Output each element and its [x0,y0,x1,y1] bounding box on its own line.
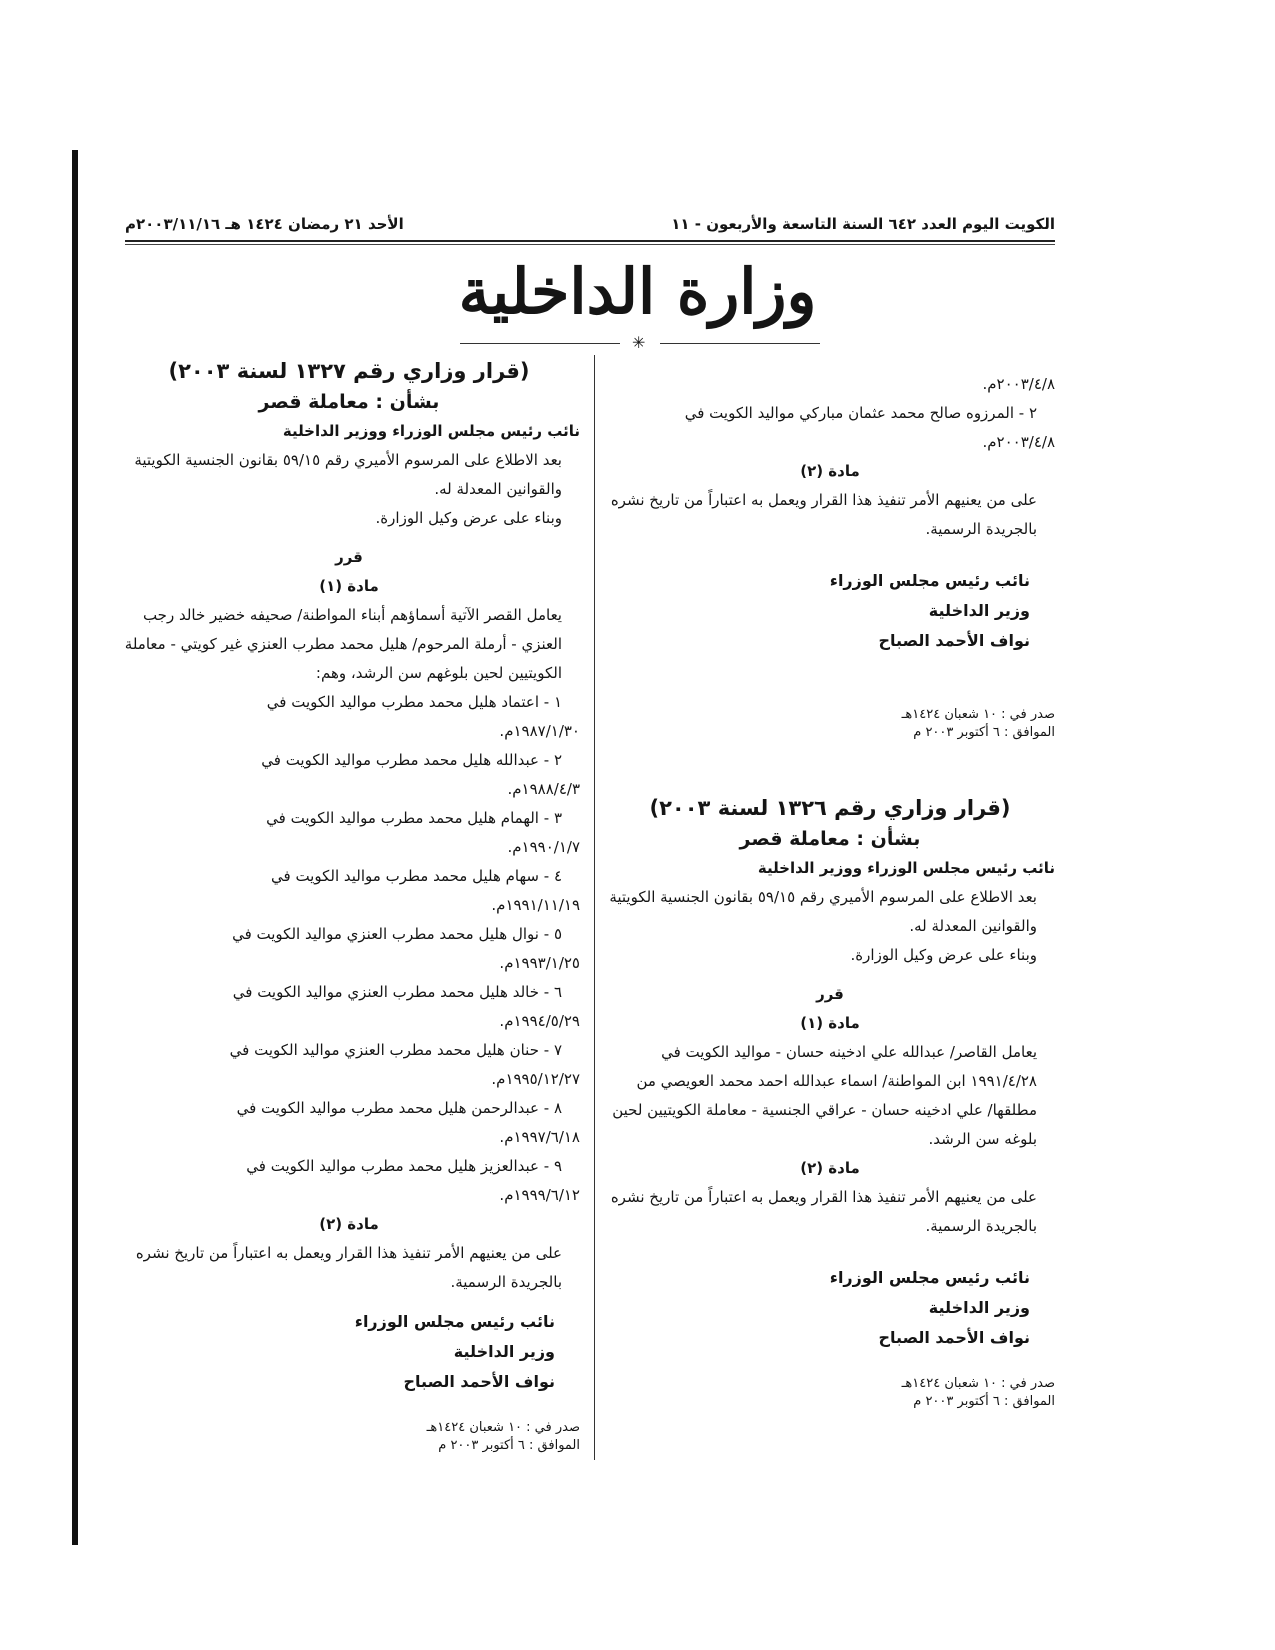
signature-block [605,1263,1055,1353]
right-column [605,370,1055,1411]
article-heading: مادة (٢) [800,462,860,480]
list-item-date: ١٩٩٥/١٢/٢٧م. [491,1070,580,1088]
signature-line: نواف الأحمد الصباح [878,631,1030,650]
preamble: وبناء على عرض وكيل الوزارة. [850,946,1037,964]
list-item-line: ٣ - الهمام هليل محمد مطرب مواليد الكويت في [266,809,562,827]
preamble: وبناء على عرض وكيل الوزارة. [375,509,562,527]
list-item [118,978,580,1036]
gazette-header [125,210,1055,238]
list-item [118,862,580,920]
decision-authority: نائب رئيس مجلس الوزراء ووزير الداخلية [282,422,580,440]
continued-date: ٢٠٠٣/٤/٨م. [982,433,1055,451]
signature-line: وزير الداخلية [453,1342,555,1361]
list-item-line: ٥ - نوال هليل محمد مطرب العنزي مواليد الكويت في [232,925,562,943]
issued-line: صدر في : ١٠ شعبان ١٤٢٤هـ [426,1420,580,1435]
header-rule-thin [125,244,1055,245]
signature-line: وزير الداخلية [928,601,1030,620]
signature-line: نواف الأحمد الصباح [403,1372,555,1391]
issued-line: الموافق : ٦ أكتوبر ٢٠٠٣ م [913,1394,1055,1409]
article-heading: مادة (١) [800,1014,860,1032]
decided-heading: قرر [816,985,844,1003]
article-text: يعامل القاصر/ عبدالله علي ادخينه حسان - مواليد الكويت في ١٩٩١/٤/٢٨ ابن المواطنة/ اسماء عبدالله احمد محمد العويصي من مطلقها/ علي ادخينه حسان - عراقي الجنسية - معاملة الكويتيين لحين بلوغه سن الرشد. [612,1043,1037,1148]
list-item-line: ٢ - عبدالله هليل محمد مطرب مواليد الكويت في [261,751,562,769]
decision-title: (قرار وزاري رقم ١٣٢٦ لسنة ٢٠٠٣) [649,796,1011,820]
issued-block [605,706,1055,742]
list-item [118,688,580,746]
article-heading: مادة (٢) [800,1159,860,1177]
issued-line: الموافق : ٦ أكتوبر ٢٠٠٣ م [438,1438,580,1453]
left-column [118,355,580,1455]
header-issue: الكويت اليوم العدد ٦٤٢ السنة التاسعة والأربعون - ١١ [671,215,1055,233]
header-date: الأحد ٢١ رمضان ١٤٢٤ هـ ٢٠٠٣/١١/١٦م [125,215,404,233]
decision-title: (قرار وزاري رقم ١٣٢٧ لسنة ٢٠٠٣) [168,359,530,383]
title-ornament [460,333,820,352]
signature-block [605,566,1055,656]
issued-line: صدر في : ١٠ شعبان ١٤٢٤هـ [901,1376,1055,1391]
header-rule [125,240,1055,242]
article-text: على من يعنيهم الأمر تنفيذ هذا القرار ويعمل به اعتباراً من تاريخ نشره بالجريدة الرسمية. [135,1244,562,1291]
continued-item: ٢ - المرزوه صالح محمد عثمان مباركي مواليد الكويت في [684,404,1037,422]
list-item [118,746,580,804]
decision-block [605,792,1055,1411]
preamble: بعد الاطلاع على المرسوم الأميري رقم ٥٩/١٥ بقانون الجنسية الكويتية والقوانين المعدلة له. [134,451,562,498]
list-item-line: ٩ - عبدالعزيز هليل محمد مطرب مواليد الكويت في [246,1157,562,1175]
ornament-line-left [460,343,620,344]
signature-line: وزير الداخلية [928,1298,1030,1317]
signature-line: نائب رئيس مجلس الوزراء [354,1312,555,1331]
list-item [118,1036,580,1094]
list-item [118,1152,580,1210]
minors-list [118,688,580,1210]
issued-block [605,1375,1055,1411]
list-item [118,920,580,978]
column-divider [594,355,595,1460]
issued-line: صدر في : ١٠ شعبان ١٤٢٤هـ [901,707,1055,722]
continued-date: ٢٠٠٣/٤/٨م. [982,375,1055,393]
decision-authority: نائب رئيس مجلس الوزراء ووزير الداخلية [757,859,1055,877]
ornament-line-right [660,343,820,344]
list-item-date: ١٩٨٧/١/٣٠م. [499,722,580,740]
list-item [118,804,580,862]
issued-block [118,1419,580,1455]
list-item-date: ١٩٩٩/٦/١٢م. [499,1186,580,1204]
ornament-star-icon: ✳ [632,333,646,352]
list-item-date: ١٩٩٣/١/٢٥م. [499,954,580,972]
signature-block [118,1307,580,1397]
list-item-date: ١٩٨٨/٤/٣م. [507,780,580,798]
signature-line: نائب رئيس مجلس الوزراء [829,1268,1030,1287]
article-heading: مادة (٢) [319,1215,379,1233]
article-text: على من يعنيهم الأمر تنفيذ هذا القرار ويعمل به اعتباراً من تاريخ نشره بالجريدة الرسمية. [610,1188,1037,1235]
list-item-line: ٤ - سهام هليل محمد مطرب مواليد الكويت في [271,867,562,885]
list-item-line: ١ - اعتماد هليل محمد مطرب مواليد الكويت في [266,693,562,711]
issued-line: الموافق : ٦ أكتوبر ٢٠٠٣ م [913,725,1055,740]
list-item [118,1094,580,1152]
article-text: يعامل القصر الآتية أسماؤهم أبناء المواطنة/ صحيفه خضير خالد رجب العنزي - أرملة المرحوم/ هليل محمد مطرب العنزي غير كويتي - معاملة الكويتيين لحين بلوغهم سن الرشد، وهم: [124,606,562,682]
decision-subject: بشأن : معاملة قصر [258,391,440,413]
list-item-date: ١٩٩١/١١/١٩م. [491,896,580,914]
signature-line: نائب رئيس مجلس الوزراء [829,571,1030,590]
list-item-date: ١٩٩٠/١/٧م. [507,838,580,856]
list-item-line: ٧ - حنان هليل محمد مطرب العنزي مواليد الكويت في [229,1041,562,1059]
list-item-date: ١٩٩٤/٥/٢٩م. [499,1012,580,1030]
list-item-line: ٦ - خالد هليل محمد مطرب العنزي مواليد الكويت في [232,983,562,1001]
article-text: على من يعنيهم الأمر تنفيذ هذا القرار ويعمل به اعتباراً من تاريخ نشره بالجريدة الرسمية. [610,491,1037,538]
decided-heading: قرر [335,548,363,566]
decision-subject: بشأن : معاملة قصر [739,828,921,850]
ministry-title: وزارة الداخلية [458,255,817,328]
list-item-date: ١٩٩٧/٦/١٨م. [499,1128,580,1146]
scan-edge-bar [72,150,78,1545]
signature-line: نواف الأحمد الصباح [878,1328,1030,1347]
preamble: بعد الاطلاع على المرسوم الأميري رقم ٥٩/١٥ بقانون الجنسية الكويتية والقوانين المعدلة له. [609,888,1037,935]
list-item-line: ٨ - عبدالرحمن هليل محمد مطرب مواليد الكويت في [236,1099,562,1117]
article-heading: مادة (١) [319,577,379,595]
